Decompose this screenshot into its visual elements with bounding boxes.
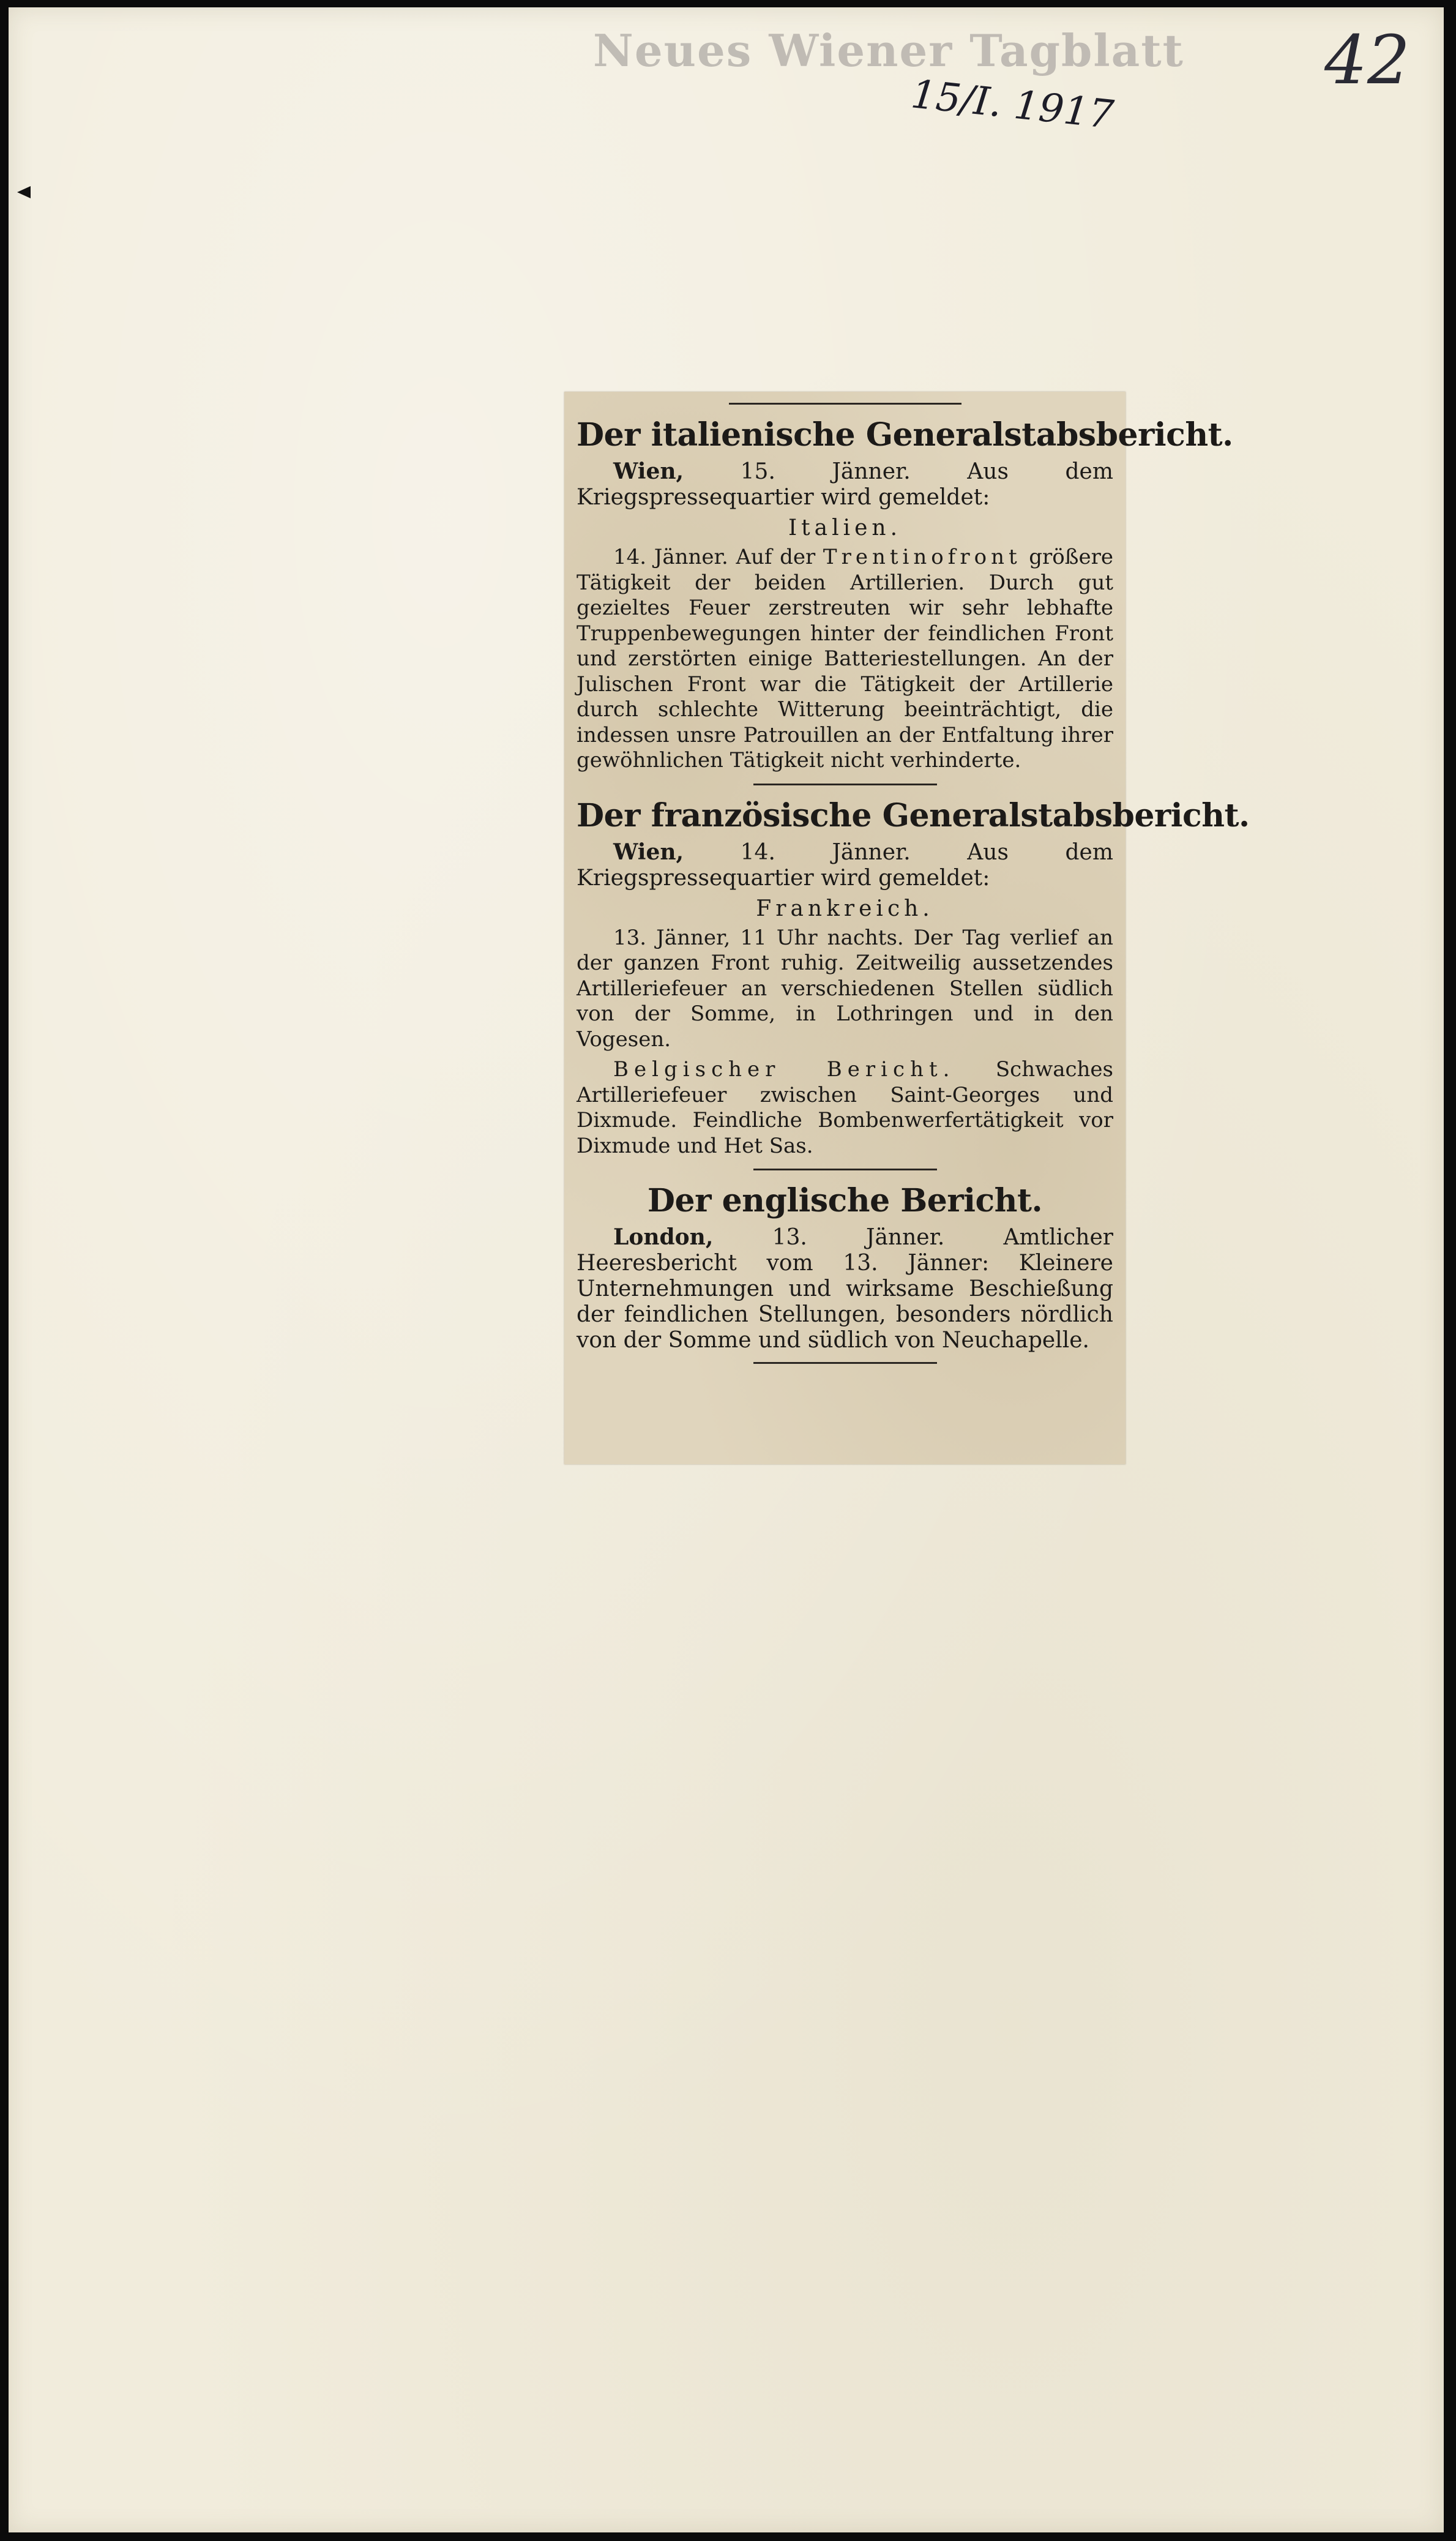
sub-report-label: Belgischer Bericht. [613, 1057, 955, 1082]
handwritten-date: 15/I. 1917 [909, 72, 1116, 138]
body-rest: größere Tätigkeit der beiden Artillerien. Durch gut gezieltes Feuer zerstreuten wir sehr lebhafte Truppenbewegungen hinter der feindlichen Front und zerstörten einige Batteriestellungen. An der Julischen Front war die Tätigkeit der Artillerie durch schlechte Witterung beeinträchtigt, die indessen unsre Patrouillen an der Entfaltung ihrer gewöhnlichen Tätigkeit nicht verhinderte. [577, 545, 1113, 773]
article-title: Der englische Bericht. [647, 1182, 1043, 1219]
article-title: Der italienische Generalstabsbericht. [577, 416, 1233, 454]
article-french-report [577, 796, 1250, 1159]
punch-mark [17, 186, 31, 198]
article-english-report [577, 1181, 1113, 1353]
dateline-text: 14. Jänner. Aus dem Kriegspressequartier wird gemeldet: [577, 839, 1113, 891]
article-divider [753, 784, 937, 785]
country-heading: Frankreich. [756, 896, 934, 921]
article-dateline [577, 458, 1113, 511]
belgian-report [577, 1057, 1113, 1159]
body-lead: 14. Jänner. Auf der [613, 545, 823, 569]
country-heading: Italien. [788, 515, 902, 541]
newspaper-name-stamp: Neues Wiener Tagblatt [593, 24, 1184, 77]
dateline-place: Wien, [613, 839, 684, 865]
article-dateline [577, 839, 1113, 891]
article-italian-report [577, 416, 1233, 774]
article-title: Der französische Generalstabsbericht. [577, 796, 1250, 834]
article-body [577, 545, 1113, 774]
dateline-place: London, [613, 1224, 714, 1250]
archive-sheet [9, 7, 1444, 2532]
newspaper-clipping [564, 392, 1250, 1464]
dateline-text: 15. Jänner. Aus dem Kriegspressequartier wird gemeldet: [577, 459, 1113, 510]
handwritten-page-number: 42 [1324, 21, 1410, 99]
body-emphasis: Trentinofront [823, 545, 1021, 569]
top-rule [729, 403, 961, 405]
dateline-text: 13. Jänner. Amtlicher Heeresbericht vom 13. Jänner: Kleinere Unternehmungen und wirksame Beschießung der feindlichen Stellungen, besonders nördlich von der Somme und südlich von Neuchapelle. [577, 1225, 1113, 1353]
article-body: 13. Jänner, 11 Uhr nachts. Der Tag verlief an der ganzen Front ruhig. Zeitweilig aussetzendes Artilleriefeuer an verschiedenen Stellen südlich von der Somme, in Lothringen und in den Vogesen. [577, 925, 1113, 1052]
article-dateline [577, 1224, 1113, 1353]
dateline-place: Wien, [613, 458, 684, 484]
sub-report-body: Schwaches Artilleriefeuer zwischen Saint-Georges und Dixmude. Feindliche Bombenwerfertätigkeit vor Dixmude und Het Sas. [577, 1057, 1113, 1158]
article-divider [753, 1169, 937, 1170]
bottom-rule [753, 1362, 937, 1364]
